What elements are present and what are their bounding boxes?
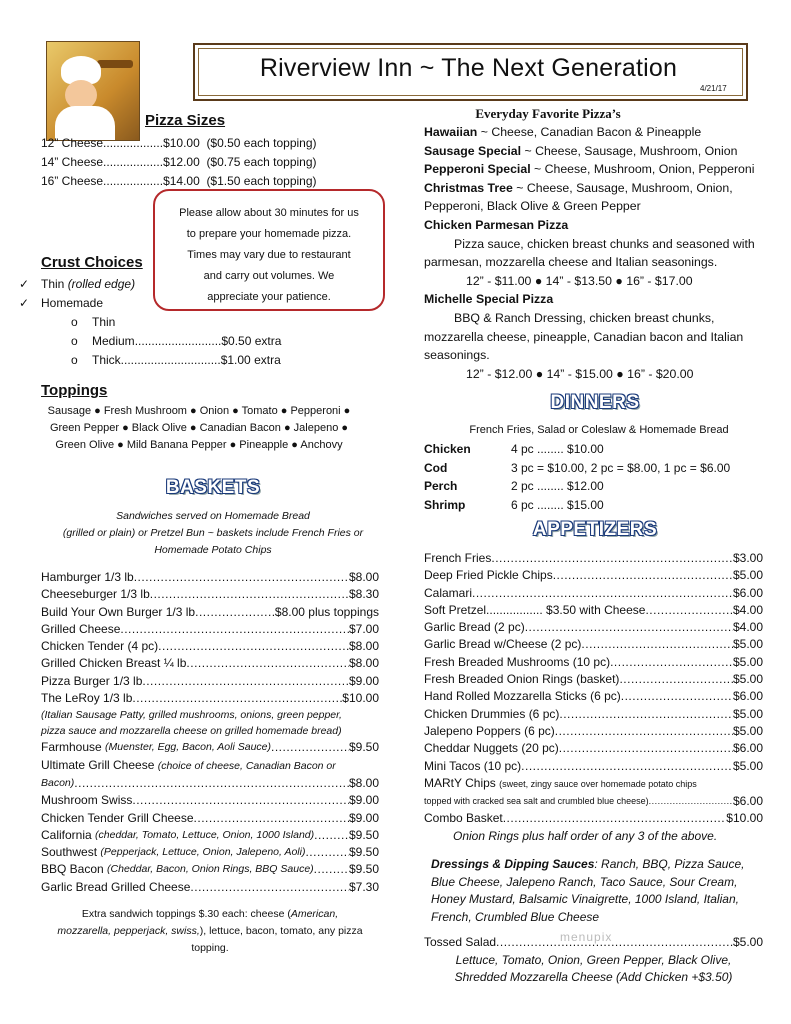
menu-item-marty: MARtY Chips (sweet, zingy sauce over homemade potato chips <box>424 775 697 790</box>
dressings-section: Dressings & Dipping Sauces: Ranch, BBQ, Pizza Sauce, Blue Cheese, Jalepeno Ranch, Taco Sauce, Sour Cream, Honey Mustard, Balsamic Vinaigrette, 1000 Island, Italian, French, Crumbled Blue Cheese <box>431 857 745 924</box>
michelle-desc: seasonings. <box>424 348 490 363</box>
combo-note: Onion Rings plus half order of any 3 of the above. <box>453 828 718 843</box>
crust-choices-heading: Crust Choices <box>41 254 143 271</box>
menu-item: Calamari ..... $6.00 <box>424 585 763 602</box>
crust-thin: ✓ Thin (rolled edge) <box>19 275 281 294</box>
pizza-size-row: 12” Cheese..................$10.00 ($0.50 each topping) <box>41 136 317 150</box>
menu-item: Pizza Burger 1/3 lb ..... $9.00 <box>41 673 379 690</box>
dinner-row: Chicken 4 pc ........ $10.00 <box>424 442 604 456</box>
salad-desc: Lettuce, Tomato, Onion, Green Pepper, Black Olive, <box>455 952 732 967</box>
crust-sub-thin: o Thin <box>19 313 281 332</box>
circle-bullet-icon: o <box>71 334 78 348</box>
circle-bullet-icon: o <box>71 315 78 329</box>
baskets-intro: Sandwiches served on Homemade Bread (grilled or plain) or Pretzel Bun ~ baskets include French Fries or Homemade Potato Chips <box>62 510 364 556</box>
menu-item: Combo Basket ..... $10.00 <box>424 810 763 827</box>
menu-item: The LeRoy 1/3 lb ..... $10.00 <box>41 690 379 707</box>
menu-item: Chicken Drummies (6 pc) ..... $5.00 <box>424 706 763 723</box>
menu-item: Deep Fried Pickle Chips ..... $5.00 <box>424 567 763 584</box>
michelle-desc: BBQ & Ranch Dressing, chicken breast chunks, <box>454 310 715 325</box>
menu-item: Build Your Own Burger 1/3 lb ..... $8.00 plus toppings <box>41 604 379 621</box>
pizza-michelle-special: Michelle Special Pizza <box>424 292 554 307</box>
menu-item: Soft Pretzel................. $3.50 with Cheese ..... $4.00 <box>424 602 763 619</box>
menu-item: Southwest (Pepperjack, Lettuce, Onion, Jalepeno, Aoli) ..... $9.50 <box>41 844 379 861</box>
favorites-list <box>424 123 774 383</box>
circle-bullet-icon: o <box>71 353 78 367</box>
pizza-hawaiian: Hawaiian ~ Cheese, Canadian Bacon & Pineapple <box>424 125 702 139</box>
pizza-christmas-tree: Christmas Tree ~ Cheese, Sausage, Mushroom, Onion, <box>424 180 733 195</box>
menu-item: California (cheddar, Tomato, Lettuce, Onion, 1000 Island) ..... $9.50 <box>41 827 379 844</box>
check-icon: ✓ <box>19 296 30 310</box>
menu-item: Garlic Bread w/Cheese (2 pc) ..... $5.00 <box>424 636 763 653</box>
dinners-sides: French Fries, Salad or Coleslaw & Homemade Bread <box>469 424 729 436</box>
menu-item: French Fries ..... $3.00 <box>424 550 763 567</box>
appetizers-heading: APPETIZERS <box>532 519 658 540</box>
baskets-list <box>41 569 379 896</box>
menu-item: Grilled Cheese ..... $7.00 <box>41 621 379 638</box>
menu-item: Cheddar Nuggets (20 pc) ..... $6.00 <box>424 740 763 757</box>
menu-item: Jalepeno Poppers (6 pc) ..... $5.00 <box>424 723 763 740</box>
menu-item: Farmhouse (Muenster, Egg, Bacon, Aoli Sauce) ..... $9.50 <box>41 739 379 756</box>
menu-item: Mushroom Swiss ..... $9.00 <box>41 792 379 809</box>
crust-list <box>19 275 281 370</box>
menu-item-marty-desc: topped with cracked sea salt and crumbled blue cheese) ..... $6.00 <box>424 793 763 810</box>
crust-sub-thick: o Thick..............................$1.00 extra <box>19 351 281 370</box>
chicken-parm-prices: 12” - $11.00 ● 14” - $13.50 ● 16” - $17.00 <box>466 273 693 288</box>
menu-item: Garlic Bread (2 pc) ..... $4.00 <box>424 619 763 636</box>
pizza-size-row: 16” Cheese..................$14.00 ($1.50 each topping) <box>41 174 317 188</box>
pizza-sausage-special: Sausage Special ~ Cheese, Sausage, Mushroom, Onion <box>424 143 738 158</box>
baskets-heading: BASKETS <box>165 477 261 498</box>
dinner-row: Cod 3 pc = $10.00, 2 pc = $8.00, 1 pc = $6.00 <box>424 460 731 475</box>
menu-item: Bacon) ..... $8.00 <box>41 775 379 792</box>
dinners-heading: DINNERS <box>550 392 640 413</box>
menu-item: Chicken Tender (4 pc) ..... $8.00 <box>41 638 379 655</box>
page-title: Riverview Inn ~ The Next Generation <box>259 54 678 82</box>
chef-logo-image <box>46 41 140 141</box>
crust-sub-medium: o Medium..........................$0.50 extra <box>19 332 281 351</box>
menu-item: Fresh Breaded Onion Rings (basket) ..... $5.00 <box>424 671 763 688</box>
pizza-size-row: 14” Cheese..................$12.00 ($0.75 each topping) <box>41 155 317 169</box>
watermark: menupix <box>560 930 613 944</box>
menu-item: Fresh Breaded Mushrooms (10 pc) ..... $5.00 <box>424 654 763 671</box>
wait-time-notice: Please allow about 30 minutes for us to prepare your homemade pizza. Times may vary due to restaurant and carry out volumes. We appreciate your patience. <box>153 189 385 311</box>
toppings-heading: Toppings <box>41 382 108 399</box>
menu-item: Hand Rolled Mozzarella Sticks (6 pc) ..... $6.00 <box>424 688 763 705</box>
crust-homemade: ✓ Homemade <box>19 294 281 313</box>
menu-item: Grilled Chicken Breast ¼ lb ..... $8.00 <box>41 655 379 672</box>
michelle-desc: mozzarella cheese, pineapple, Canadian bacon and Italian <box>424 329 744 344</box>
pizza-christmas-tree-desc: Pepperoni, Black Olive & Green Pepper <box>424 199 641 214</box>
appetizers-list <box>424 550 763 845</box>
chicken-parm-desc: parmesan, mozzarella cheese and Italian seasonings. <box>424 255 718 270</box>
chicken-parm-desc: Pizza sauce, chicken breast chunks and seasoned with <box>454 236 755 251</box>
dressings-label: Dressings & Dipping Sauces <box>431 857 595 871</box>
leroy-description: (Italian Sausage Patty, grilled mushrooms, onions, green pepper, pizza sauce and mozzarella cheese on grilled homemade bread) <box>41 709 342 738</box>
dinner-row: Shrimp 6 pc ........ $15.00 <box>424 497 604 512</box>
menu-item: Garlic Bread Grilled Cheese ..... $7.30 <box>41 879 379 896</box>
menu-item: Tossed Salad ..... $5.00 <box>424 934 763 952</box>
pizza-sizes-list <box>41 134 317 191</box>
salad-desc: Shredded Mozzarella Cheese (Add Chicken +$3.50) <box>454 970 733 984</box>
pizza-sizes-heading: Pizza Sizes <box>145 112 226 129</box>
dinner-row: Perch 2 pc ........ $12.00 <box>424 479 604 493</box>
pizza-chicken-parmesan: Chicken Parmesan Pizza <box>424 217 569 232</box>
pizza-pepperoni-special: Pepperoni Special ~ Cheese, Mushroom, Onion, Pepperoni <box>424 162 755 177</box>
toppings-list: Sausage ● Fresh Mushroom ● Onion ● Tomato ● Pepperoni ● Green Pepper ● Black Olive ● Canadian Bacon ● Jalepeno ● Green Olive ● Mild Banana Pepper ● Pineapple ● Anchovy <box>47 405 351 451</box>
check-icon: ✓ <box>19 277 30 291</box>
michelle-prices: 12” - $12.00 ● 14” - $15.00 ● 16” - $20.00 <box>466 366 694 381</box>
menu-item: BBQ Bacon (Cheddar, Bacon, Onion Rings, BBQ Sauce) ..... $9.50 <box>41 861 379 878</box>
extra-toppings-note: Extra sandwich toppings $.30 each: cheese (American, mozzarella, pepperjack, swiss,), lettuce, bacon, tomato, any pizza topping. <box>57 908 363 954</box>
menu-item: Mini Tacos (10 pc) ..... $5.00 <box>424 758 763 775</box>
menu-date: 4/21/17 <box>700 84 727 93</box>
favorites-heading: Everyday Favorite Pizza’s <box>475 106 621 121</box>
menu-item: Hamburger 1/3 lb ..... $8.00 <box>41 569 379 586</box>
dinners-list <box>424 440 774 514</box>
menu-item: Chicken Tender Grill Cheese ..... $9.00 <box>41 810 379 827</box>
menu-item: Ultimate Grill Cheese (choice of cheese, Canadian Bacon or <box>41 757 336 772</box>
menu-item: Cheeseburger 1/3 lb ..... $8.30 <box>41 586 379 603</box>
